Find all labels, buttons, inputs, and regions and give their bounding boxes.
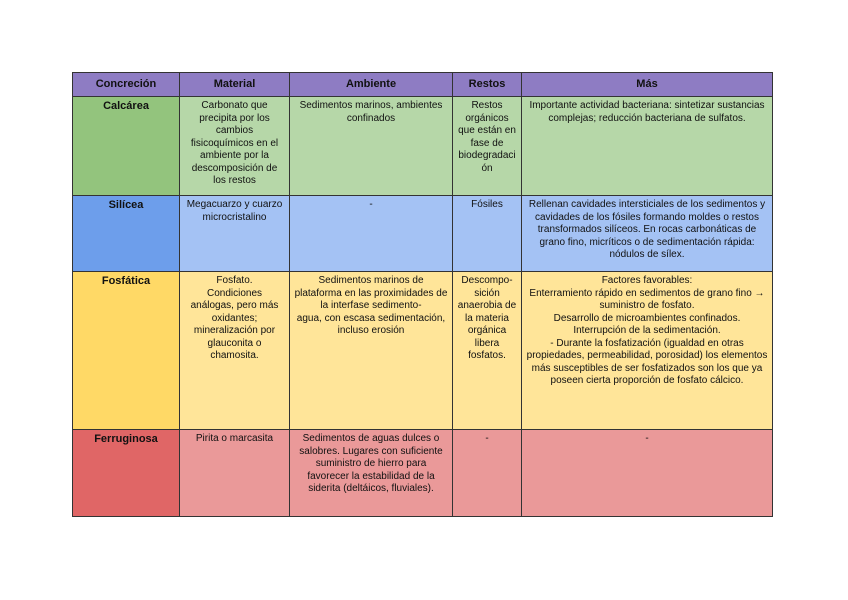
table-row — [73, 430, 773, 517]
cell-concrecion: Fosfática — [73, 272, 180, 430]
cell-material: Pirita o marcasita — [180, 430, 290, 517]
header-mas: Más — [522, 73, 773, 97]
table-row — [73, 196, 773, 272]
cell-restos: Descompo-sición anaerobia de la materia orgánica libera fosfatos. — [453, 272, 522, 430]
cell-restos: Restos orgánicos que están en fase de biodegradación — [453, 97, 522, 196]
table-row — [73, 97, 773, 196]
cell-ambiente: Sedimentos de aguas dulces o salobres. Lugares con suficiente suministro de hierro para favorecer la estabilidad de la siderita (deltáicos, fluviales). — [290, 430, 453, 517]
header-material: Material — [180, 73, 290, 97]
cell-ambiente: - — [290, 196, 453, 272]
cell-ambiente: Sedimentos marinos de plataforma en las proximidades de la interfase sedimento- agua, con escasa sedimentación, incluso erosión — [290, 272, 453, 430]
cell-concrecion: Calcárea — [73, 97, 180, 196]
header-ambiente: Ambiente — [290, 73, 453, 97]
header-row — [73, 73, 773, 97]
concretions-table — [72, 72, 773, 517]
cell-mas: Rellenan cavidades intersticiales de los sedimentos y cavidades de los fósiles formando moldes o restos transformados silíceos. En rocas carbonáticas de grano fino, micríticos o de sedimentación rápida: nódulos de sílex. — [522, 196, 773, 272]
cell-concrecion: Ferruginosa — [73, 430, 180, 517]
cell-restos: Fósiles — [453, 196, 522, 272]
cell-ambiente: Sedimentos marinos, ambientes confinados — [290, 97, 453, 196]
table-row — [73, 272, 773, 430]
cell-material: Fosfato. Condiciones análogas, pero más oxidantes; mineralización por glauconita o chamosita. — [180, 272, 290, 430]
cell-mas: Factores favorables: Enterramiento rápido en sedimentos de grano fino → suministro de fosfato. Desarrollo de microambientes confinados. Interrupción de la sedimentación. - Durante la fosfatización (igualdad en otras propiedades, permeabilidad, porosidad) los elementos más susceptibles de ser fosfatizados son los que ya poseen cierta proporción de fosfato cálcico. — [522, 272, 773, 430]
cell-restos: - — [453, 430, 522, 517]
cell-mas: - — [522, 430, 773, 517]
cell-mas: Importante actividad bacteriana: sintetizar sustancias complejas; reducción bacteriana de sulfatos. — [522, 97, 773, 196]
header-restos: Restos — [453, 73, 522, 97]
cell-material: Carbonato que precipita por los cambios fisicoquímicos en el ambiente por la descomposición de los restos — [180, 97, 290, 196]
cell-material: Megacuarzo y cuarzo microcristalino — [180, 196, 290, 272]
cell-concrecion: Silícea — [73, 196, 180, 272]
header-concrecion: Concreción — [73, 73, 180, 97]
